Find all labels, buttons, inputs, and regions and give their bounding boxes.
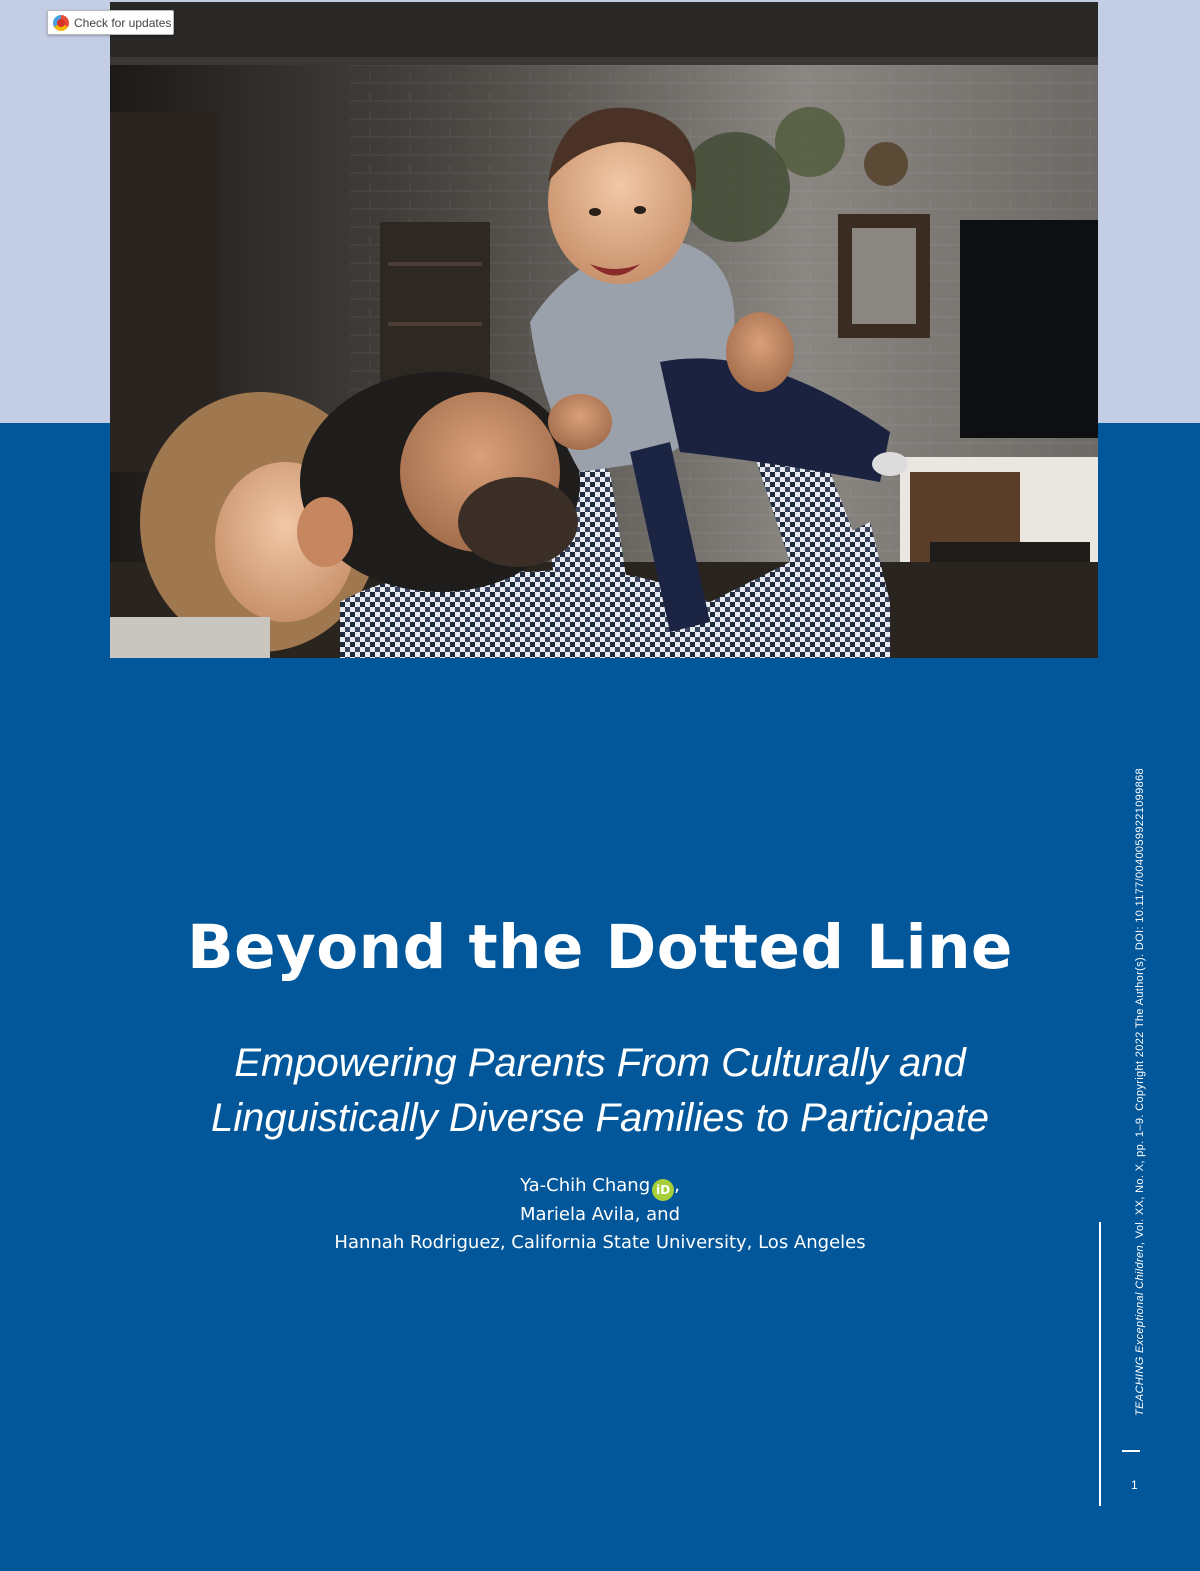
hero-photo xyxy=(110,2,1098,658)
journal-citation xyxy=(1134,768,1146,1416)
article-title: Beyond the Dotted Line xyxy=(187,912,1013,983)
journal-name: TEACHING Exceptional Children xyxy=(1134,1245,1146,1416)
author-line-1 xyxy=(0,1172,1200,1201)
margin-rule xyxy=(1099,1222,1101,1506)
crossmark-icon xyxy=(53,15,69,31)
orcid-icon[interactable]: iD xyxy=(652,1179,674,1201)
author-line-2: Mariela Avila, and xyxy=(519,1204,681,1225)
citation-details: , Vol. XX, No. X, pp. 1–9. Copyright 2022 The Author(s). DOI: 10.1177/00400599221099868 xyxy=(1134,767,1146,1246)
page-number: 1 xyxy=(1131,1478,1138,1492)
subtitle-line-2: Linguistically Diverse Families to Participate xyxy=(210,1096,990,1140)
author-separator: , xyxy=(674,1175,680,1196)
author-list xyxy=(0,1172,1200,1257)
check-for-updates-label: Check for updates xyxy=(74,15,172,30)
author-line-3: Hannah Rodriguez, California State University, Los Angeles xyxy=(334,1232,866,1253)
subtitle-line-1: Empowering Parents From Culturally and xyxy=(234,1041,966,1085)
margin-tick xyxy=(1122,1450,1140,1452)
check-for-updates-button[interactable] xyxy=(47,10,174,35)
author-name: Ya-Chih Chang xyxy=(520,1175,651,1196)
article-subtitle xyxy=(0,1036,1200,1146)
